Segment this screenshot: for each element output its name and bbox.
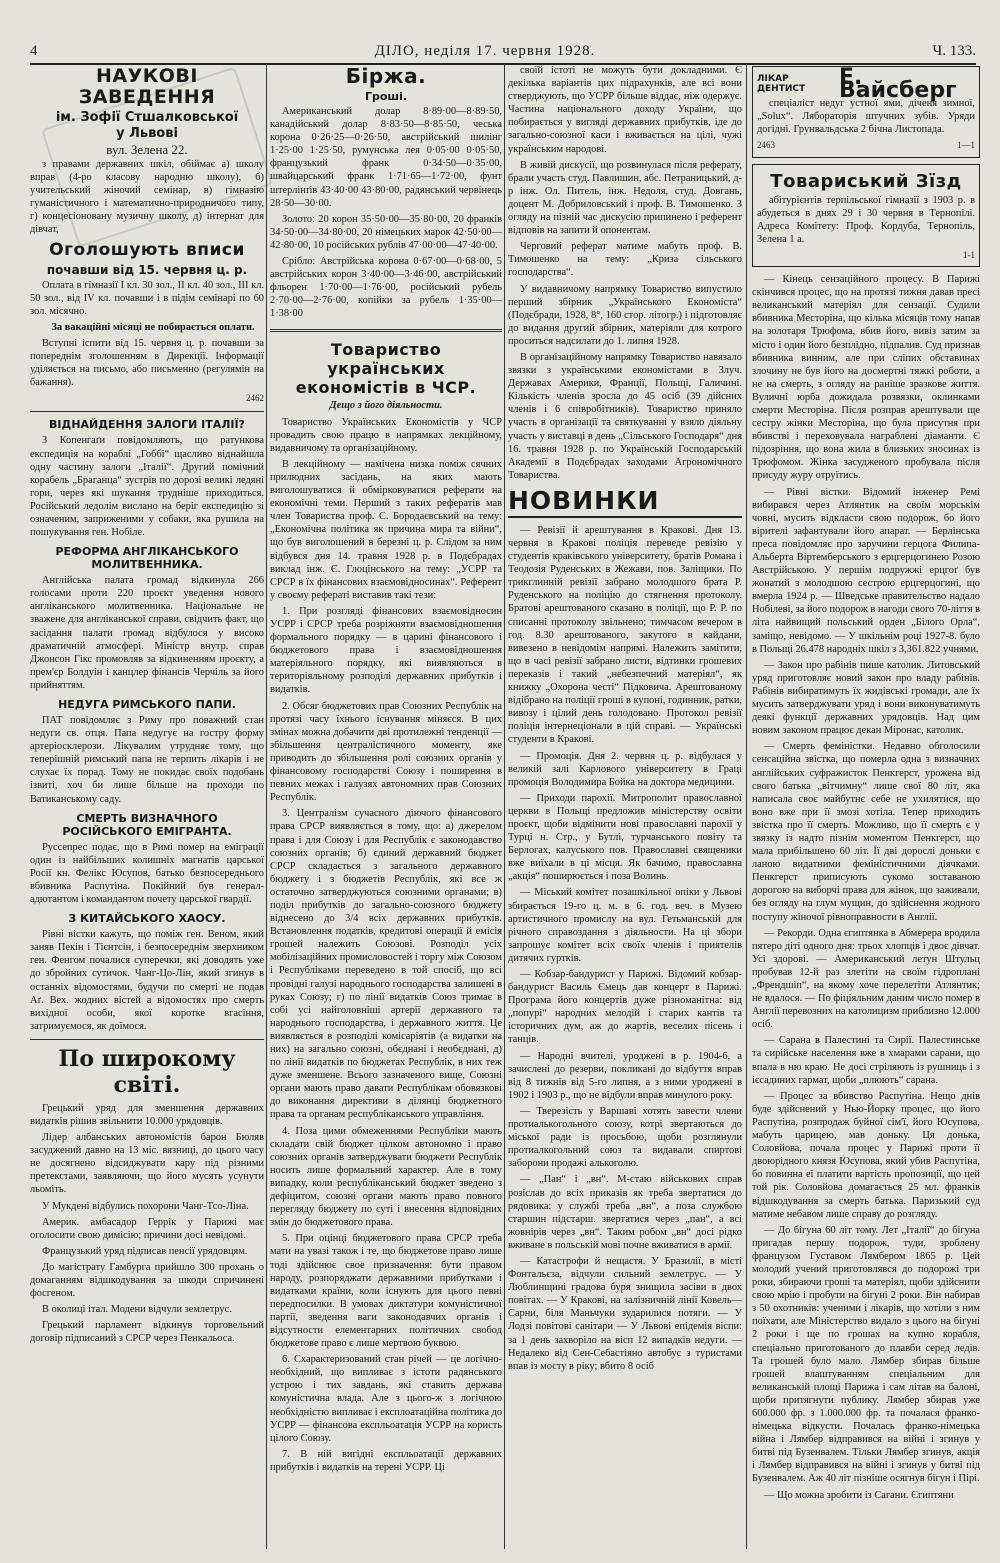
divider [30,1039,264,1040]
ad-text: абітурієнтів терпільської гімназії з 1903 р. в абудеться в днях 29 і 30 червня в Тернопілі. Адреса Комітету: Проф. Кордуба, Тернопіль, Зелена 1 а. [757,194,975,245]
article-text: 1. При розгляді фінансових взаємовідносин УСРР і СРСР треба розріжняти взаємовідношення формального порядку — в царині фінансового і бюджетового права і взаємовідношення матеріяльного порядку, які виявляються в територіяльному розподілі державних прибутків і видатків. [270,605,502,696]
article-heading: НЕДУГА РИМСЬКОГО ПАПИ. [58,698,236,711]
article-text: своїй істоті не можуть бути докладними. Є декілька варіантів цих підрахунків, але всі вони стверджують, що УСРР більше віддає, ніж одержує. Частина національного доходу України, що побирається у вигляді державних прибутків, іде до загально-союзної каси і вживається на цілі, чужі українським народові. [508,65,742,155]
page-number: 4 [30,43,38,59]
news-item: — Закон про рабінів пише католик. Литовський уряд приготовляє новий закон про владу рабінів. Рабінів вибиратимуть їх жидівські громади, але їх мусить затверджувати уряд і вони виконуватимуть деякі функції державних урядовців. Над цим новим законом працює декан Міронас, католик. [752,659,980,737]
dentist-advertisement [752,66,980,158]
article-heading: ВІДНАЙДЕННЯ ЗАЛОГИ ІТАЛІЇ? [49,418,245,432]
ad-text: Оплата в гімназії І кл. 30 зол., ІІ кл. 40 зол., ІІІ кл. 50 зол., від IV кл. почавши і в підім семінарі по 60 зол. місячно. [30,279,264,317]
article-text: З Копенгаґи повідомляють, що ратункова експедиція на кораблі „Гоббі“ щасливо віднайшла одну частину залоги „Італії“. Другий помічний корабель „Браганца“ зустрів по дорозі великі ледяні гори, через які шукання трудніше приходиться. Російський ледолім вислано на беріг експедицію зі означеним, заприженими у собаки, яка рушила на пошукування ген. Нобіле. [30,435,264,539]
column-divider [504,64,505,1549]
article-text: 7. В ній вигідні експльоатації державних прибутків і видатків на терені УСРР. Ці [270,1448,502,1473]
ad-address: вул. Зелена 22. [106,142,188,157]
ad-text: За вакаційні місяці не побирається оплати. [51,321,255,333]
divider [30,411,264,412]
column-2 [270,64,502,1549]
article-heading: Товариство українських економістів в ЧСР. [295,339,477,397]
news-item: — Народні вчителі, уроджені в р. 1904-6, а зачислені до резерви, покликані до відбуття вправ від 8 тижнів від 5-го липня, а з ними уроджені в 1902 і 1903 р., що не відбули вправ минулого року. [508,1050,742,1101]
ad-heading: Оголошують вписи [49,239,245,260]
ad-ref: 1-1 [963,249,975,260]
article-text: Руссепрес подає, що в Римі помер на еміграції один із найбільших колишніх магнатів царської Росії кн. Фелікс Юсупов, батько безпосереднього вбивника Распутіна. Покійний був генерал-адютантом і командантом почету царської гвардії. [30,841,264,906]
article-text: У видавничому напрямку Товариство випустило перший збірник „Українського Економіста“ (Подєбради, 1928, 8°, 160 стор. літогр.) і підготовляє до видання другий збірник, матеріяли для котрого проситься надсилати до 1. липня 1928. [508,283,742,347]
news-item: — Тверезість у Варшаві хотять завести члени протиалькогольного союзу, котрі звертаються до міської ради із просьбою, щоби розглянули протиалкогольний союз та видавали спиртові заборони продажі алькоголю. [508,1105,742,1170]
article-text: Черговий реферат матиме мабуть проф. В. Тимошенко на тему: „Криза сільського господарства“. [508,241,742,279]
news-item: Грецький уряд для зменшення державних видатків рішив звільнити 10.000 урядовців. [30,1102,264,1127]
section-heading: НОВИНКИ [508,486,742,518]
exchange-rates: Срібло: Австрійська корона 0·67·00—0·68·00, 5 австрійських корон 3·40·00—3·46·00, австрійський фльорен 1·70·00—1·76·00, російський рубель 2·70·00—2·76·00, копійки за рубель 1·35·00—1·38·00 [270,256,502,320]
ad-title [757,65,975,104]
news-item: — Катастрофи й нещастя. У Бразилії, в місті Фонтальєза, відчули сильний землетрус. — У Люблинщині градова буря знищила засіви в двох повітах. — У Кракові, на залізничній лінії Ковель—Сарни, біля Маньчуки зударилися потяги. — У Лодзі повітові санітари — У Львові епідемія віспи: за 1 день захворіло на вісп 12 випадків недуги. — Недалеко від Сен-Себастіяно автобус з туристами впав із мосту в ріку; вбито 8 осіб [508,1255,742,1372]
news-item: — Процес за вбивство Распутіна. Нещо днів буде здійснений у Нью-Йорку процес, що його Распутіна, розпродаж буйної сім'ї, його Юсупова, мабуть царицею, мав доньку. Ця донька, Соловйова, почала процес у Парижі проти її двоюрідного князя Юсупова, який убив Распутіна, бо повинна еї платити вартість пропозиції, що цей той рік. Соловйова домагається 25 мл. франків відшкодування за смерть батька. Паризький суд матиме небавом лише справу до розгляду. [752,1090,980,1220]
divider [270,329,502,332]
article-text: ПАТ повідомляє з Риму про поважний стан недуги св. отця. Папа недугує на гостру форму артеріосклерози. Лікувалим утрудняє тому, що теперішній римський папа не терпить лікарів і не слухає їх порад. Тому не покидає своїх подобань ізвиті, хоч би лише більше на проходи по Ватиканському саду. [30,715,264,805]
column-4 [752,64,980,1549]
ad-name: Е. Вайсберг [838,65,957,104]
article-text: 4. Поза цими обмеженнями Республіки мають складати свій бюджет цілком автономно і право союзних органів затверджувати бюджети Республік носить лише формальний характер. Але в тому випадку, коли республіканський бюджет зведено з дефіцитом, союзні органи мають право повного перегляду бюджету по суті і внесення відповідних змін до бюджетового права. [270,1125,502,1229]
ad-subheading: у Львові [116,126,178,141]
column-divider [266,64,267,1549]
reunion-advertisement [752,164,980,267]
news-item: — Кобзар-бандурист у Парижі. Відомий кобзар-бандурист Василь Ємець дав концерт в Парижі. Програма його концертів дуже різноманітна: від „попурі“ народних мелодій і старих кантів та історичних дум, аж до жартів, веселих пісень і танців. [508,969,742,1046]
issue-number: Ч. 133. [932,43,976,59]
article-heading: СМЕРТЬ ВИЗНАЧНОГО РОСІЙСЬКОГО ЕМІГРАНТА. [62,811,232,838]
article-text: В лекційному — намічена низка поміж сячних прилюдних засідань, на яких мають виголошуватися й обмірковуватися реферати на економічні теми. Перший з таких рефератів мав член Товариства проф. С. Бородаєвський на тему: „Економічна політика як причина мира та війни“, що був виголошений в березні ц. р. Слідом за ним відбувся дня 14. травня 1928 р. в Подєбрадах виклад інж. Є. Глоцінського на тему: „УСРР та СРСР в їх фінансових взаємовідносинах“. Референт у своєму рефераті виставив такі тези: [270,458,502,601]
news-item: — Сарана в Палестині та Сирії. Палестинське та сирійське населення вже в хмарами сарани, що впала в ню краю. Не досі стріляють із рушниць і з ієсадиних гармат, щоби „плюють“ сарана. [752,1035,980,1086]
news-item: — Рівні вістки. Відомий інженер Ремі вибирався через Атлянтик на своїм морськім човні, мусить відкласти свою подорож, бо його вірителі зафантували його апарат. — Берлінська преса повідомляє про заручини герцога Филипа-Альберта Віртемберського з ерцгерцогинею Розою Австрійською. У першім подружжі ерцгоґ був жонатий з молодшою сестрою ерцгерцогині, що вмерла 1924 р. — Шведське правительство надало Нобілеві, за його подорож в нагоди свого 70-ліття в літа найвищий польський орден „Білого Орла“, заміщо, невідомо. — У шкільнім році 1927-8. було в Польщі 26.478 народніх шкіл з 3,361.822 учнями. [752,486,980,655]
article-text: 5. При оцінці бюджетового права СРСР треба мати на увазі також і те, що бюджетове право лише тоді здійснює свое призначення: бути правом народу, розпоряджати державними прибутками і видатками країни, коли існують для цього певні передпосилки. В умовах диктатури комуністичної партії, зведення ваги законодавчих органів і відсутности елементарних політичних свобод бюджетове право є лише мертвою буквою. [270,1233,502,1350]
ad-label: ЛІКАР ДЕНТИСТ [757,74,806,95]
column-divider [746,64,747,1549]
article-text: В організаційному напрямку Товариство навязало звязки з українськими економістами в Злуч. Державах Америки, Франції, Польщі, Галичині. Кількість членів зросла до 45 осіб (39 дійсних членів і 6 співробітників). Товариство приняло участь в організації та святкуванні у взяло діяльну участь у виставці в день „Сільського Господаря“ дня 16. травня 1928 р. по Українській Господарській Академії в Подєбрадах заходами Агрономічного Товариства. [508,351,742,481]
ad-heading: НАУКОВІ ЗАВЕДЕННЯ [78,65,216,108]
news-item: — Приходи парохії. Митрополит православної церкви в Польщі предложив міністерству освіти проєкт, щоби відмінити нові православні парохії у Турці н. Стр., у Бутлі, турчанського повіту та Берлогах, калуського пов. Православні священики вже виїхали в ці місця. Як бачимо, православна „акція“ поширюється і поза Волинь. [508,792,742,883]
news-item: — Що можна зробити із Сагани. Єгиптяни [764,1489,954,1501]
news-item: — До бігуна 60 літ тому. Лет „Італії“ до бігуна пригадав першу подорож, туди, зроблену французом Густавом Лямбером 1865 р. Цей молодий учений приготовлявся до подорожі три роки, збираючи гроші та матеріял, щоби здійснити свою мрію і пробути на бігуні 2 роки. Він набирав з 50 охотників: ученими і лікарів, що хотіли з ним поїхати, але Міністерство видало з цього на бігуні 2 роки і ще по грошах на купно корабля, спеціально приготованого до плавби серед ледів. Та грошей було мало. Лямбер збирав більше грошей влаштуванням спеціальним для великанській площі Парижа і сам літав на балоні, щоби притягнути публику. Лямбер збирав уже 600.000 фр. з 1.000.000 фр. та почалася франко-німецька відкусти. Почалась франко-німецька війна і Лямбер відправився на війні і згинув у битві під Бузенвалем. Тільки Лямбер згинув, акція і Лямбер відправився на війні і згинув у битві під Бузенвалем. Аж 40 літ пізніше осягнув бігун і Пірі. [752,1224,980,1485]
ad-ref: 1—1 [957,140,975,151]
article-text: 6. Схарактеризований стан річей — це логічно-необхідний, що випливає з істоти радянського устрою і тих завдань, які ставить держава комуністична влада. Але з цього-ж з логічною необхідністю випливає і експлоатаційна політика до УСРР — фінансова експльоатація УСРР на користь цілого Союзу. [270,1354,502,1444]
ad-ref-row [757,139,975,152]
ad-heading: Товариський Зїзд [770,170,962,192]
news-item: До магістрату Гамбурга прийшло 300 прохань о домаганням відшкодування за шкоди спричинені фосгеном. [30,1261,264,1300]
ad-ref: 2463 [757,140,775,151]
article-text: Рівні вістки кажуть, що поміж ген. Веном, який заняв Пекін і Тієнтсін, і безпосереднім зверхником ген. Фенгом почалися суперечки, які доводять уже до збройних сутичок. Чанг-Цо-Лін, який згинув в останніх відомостями, будучи по смерті не подав Аґ. Вех. жодних вістей а відомостях про смерть вихідної особи, якої коротке вгасіння, затримуємося, як доїмося. [30,929,264,1032]
news-item: Лідер албанських автономістів барон Бюляв засуджений давно на 13 міс. вязниці, до цього часу не досягнено відсиджувати кару під різними претекстами, заявляючи, що його мусять усунути льоміть. [30,1132,264,1196]
article-heading: РЕФОРМА АНГЛІКАНСЬКОГО МОЛИТВЕННИКА. [55,545,239,572]
news-item: Грецький парламент відкинув торговельний договір підписаний з СРСР через Пенкальоса. [30,1320,264,1345]
article-text: 3. Централізм сучасного діючого фінансового права СРСР виявляється в тому, що: а) джерелом права і для Союзу і для Республік є законодавство союзних органів; б) єдиний державний бюджет СРСР складається з загального державного бюджету і з бюджетів Республік, які все ж остаточно затверджуються союзними органами; в) поділ прибутків до загально-союзного бюджету віднесено до 3/4 всіх державних прибутків. Встановлення податків, кредитові операції й емісія грошей належить Союзові. Розподіл усіх мобілізаційних промисловостей і торгу між Союзом і Республіками переведено в той спосіб, що всі провідні галузі народнього господарства залишені в руках Союзу; г) по лінії видатків Союз тримає в собі усі найголовніші артерії державного та народнього господарства, і державного життя. Це виявляється в розподілі комісаріятів (а видатки на них) на загально союзні, обєднані і необєднані, д) по лінії видатків по бюджетах Республік, в них теж дуже зменшене. Всього зазначеного вище, Союзні органи мають право давати Республікам обовязкові до виконання директиви в ділянці бюджетного права та органам республіканського управління. [270,808,502,1121]
article-heading: З КИТАЙСЬКОГО ХАОСУ. [68,912,226,926]
news-item: — Рекорди. Одна єгиптянка в Абмерера вродила пятеро діті одного дня: трьох хлопців і двоє дівчат. Усі здорові. — Американський летун Штульц пробував 12-й раз злетіти на своїм гідроплані „Френдшіп“, на якому хоче перелетіти Атлянтик; не вдалося. — По фіціяльним даним число помер в Англії перевозних на католицизм приблизно 12.000 осіб. [752,927,980,1031]
news-item: — Міський комітет позашкільної опіки у Львові збирається 19-го ц. м. в 6. год. веч. в Музею артистичного промислу на вул. Гетьманській для річного справоздання з діяльности. На ці збори запрошує комітет всіх своїх членів і приятелів дитячих гуртків. [508,887,742,964]
page-masthead [30,34,976,65]
article-text: Англійська палата громад відкинула 266 голосами проти 220 проєкт уведення нового англіканського молитвенника. Національне не зважене для англіканської справи, свідчить факт, що засідання палати громад відбулося у високо драматичній атмосфері. Міністр внутр. справ Джонсон Гікс промовляв за відкиненням проєкту, а прем'єр Болдуін і канцлер фінансів Черчіль за його прийняттям. [30,575,264,691]
ad-subheading: почавши від 15. червня ц. р. [46,262,248,277]
masthead-center: ДІЛО, неділя 17. червня 1928. [374,43,596,59]
section-heading: По широкому світі. [58,1045,236,1098]
news-item: — Ревізії й арештування в Кракові. Дня 13. червня в Кракові поліція переведе ревізію у студентів краківського університету, братів Романа і Теодозія Руденських в Жежави, пов. Заліщики. По трикглинній ревізії забрано молодшого брата Р. Руденського на поліцію до стягнення протоколу. Братові арештованого сказано в поліції, що Р. Р. по списанні протоколу звільнено; тимчасом вечером в год. 8.30 арештованого, закутого в кайдани, вивезено в невідомім напрямі. Належить замітити, що в часі ревізії забрано листи, відтинки грошевих переказів і такий „небезпечний матеріял“, як книжку „Охорона честі“ Підковича. Арештованому відібрано на поліції гроші в купоні, годинник, ратки, вивозу і цілий день голодовано. Протокол ревізії поліція інтернеціонали в цій справі. — Українські студенти в Кракові. [508,524,742,746]
exchange-rates: Американський долар 8·89·00—8·89·50, канадійський долар 8·83·50—8·85·50, чеська корона 0·26·25—0·26·50, австрійський шилінг 1·25·00 1·25·50, румунська лея 0·05·00 0·05·50, французький франк 0·34·50—0·35·00, швайцарський франк 1·71·65—1·72·00, фунт штерлінґів 43·40·00 43·80·00, радянський червінець 28·50—30·00. [270,106,502,209]
ad-ref: 2462 [246,393,264,404]
ad-text: Вступні іспити від 15. червня ц. р. почавши за попереднім зголошенням в Дирекції. Інформації уділяється на письмо, або письменно (регулямін на бажання). [30,337,264,389]
school-advertisement [30,66,264,405]
news-item: — Кінець сензаційного процесу. В Парижі скінчився процес, що на протязі тижня давав пресі великанський матеріял для сензації. Судили вбивника Месторіна, що кілька місяців тому напав на золотаря Трюфома, вбив його, вивіз затим за місто і один його безплідно, підпалив. Суд признав вбивника винним, але при сліпих обставинах злочину не був його на досмертні тяжкі роботи, а не на смерть, з огляду на раніше зразкове життя. Вуличні юрба дожидала розвязки, оклинками смерти Месторіна. Після розправ арештували ще сестру жінки Месторіна, що була присутня при вбивстві і переховувала награблені діаманти. Є підозріння, що вона жила в близьких зносинах із Трюфомом. Жінка засудженого пробувала після присуду журу отруїтись. [752,274,980,482]
column-1 [30,64,264,1549]
news-item: — „Пан“ і „вн“. М-стаю військових справ розіслав до всіх приказів як треба звертатися до рядовика: у службі треба „вн“, а поза службою старшин підстарш. звертатися через „пан“, а всі жовнірів через „вн“. Таким робом „вн“ досі рідко вживане в польській мові почне вживатися в армії. [508,1174,742,1251]
exchange-rates: Золото: 20 корон 35·50·00—35·80·00, 20 франків 34·50·00—34·80·00, 20 німецьких марок 42·50·00—42·80·00, 10 російських рублів 47·00·00—47·40·00. [270,213,502,251]
news-item: У Мукдені відбулись похорони Чанг-Тсо-Ліна. [42,1200,249,1212]
article-subheading: Дещо з його діяльности. [329,399,443,411]
exchange-heading: Біржа. [345,64,427,88]
news-item: Америк. амбасадор Геррік у Парижі має оголосити свою димісію; причини досі невідомі. [30,1216,264,1241]
article-text: Товариство Українських Економістів у ЧСР провадить свою працю в напрямках лекційному, видавничому та організаційному. [270,416,502,454]
article-text: В живій дискусії, що розвинулася після реферату, брали участь студ. Павлишин, абс. Петраницький, д-р інж. Ол. Питель, інж. Недоля, студ. Довгань, доцент М. Добриловський і проф. В. Тимошенко. З огляду на пізній час дискусію припинено і референт відповів на запити й опонентам. [508,159,742,237]
ad-text: з правами державних шкіл, обіймає а) школу вправ (4-ро класову народню школу), б) учительський жіночий семінар, в) гімназію гуманістичного і математично-природничого типу, г) концесіоновану музичну школу, д) інтернат для дівчат, [30,159,264,236]
news-item: В околиці італ. Модени відчули землетрус. [42,1304,232,1316]
ad-subheading: ім. Зофії Стшалковської [55,110,239,125]
article-text: 2. Обсяг бюджетових прав Союзних Республік на протязі часу їхнього існування міняєся. В цих змінах можна добачити дві протилежні тенденції — збільшення централістичного моменту, яке приводить до збільшення ролі союзних органів у фінансовому господарстві Союзу і поширення в певних межах і галузях автономних прав Союзних Республік. [270,700,502,804]
news-item: Французький уряд підписав пенсії урядовцям. [42,1245,248,1257]
ad-text: спеціаліст недуг устної ями, діченя зимної, „Solux“. Лябораторія штучних зубів. Уряди догідні. Грунвальдська 2 бічна Листопада. [757,98,975,136]
news-item: — Смерть феміністки. Недавно обголосили сенсаційна звістка, що померла одна з визначних англійських суфражисток Пенкгерст, урожена від свого батька „вітчимну“ лише свої 80 літ, яка написала своє майбутнє себе не ухилятися, що воно вже при її змозі хотіла. Тепер приходить звістка про її смерть. Можливо, що її смерть є у звязку із надто пізнім моментом Пенкгерст, що мала прибільшено 60 літ. Її дві дороcлі доньки є ланою видатними феміністичними діячками. Пенкгерст приписують сукомо зоставаною дорогою на виборчі права для жінок, що заживали, без огляду на глум мущин, до здійснення жодного поступу жіночої рівноправности в Англії. [752,741,980,923]
exchange-subheading: Гроші. [364,90,408,103]
column-3 [508,64,742,1549]
news-item: — Промоція. Дня 2. червня ц. р. відбулася у великій залі Карлового університету в Граці промоція Володимира Бойка на доктора медицини. [508,750,742,788]
